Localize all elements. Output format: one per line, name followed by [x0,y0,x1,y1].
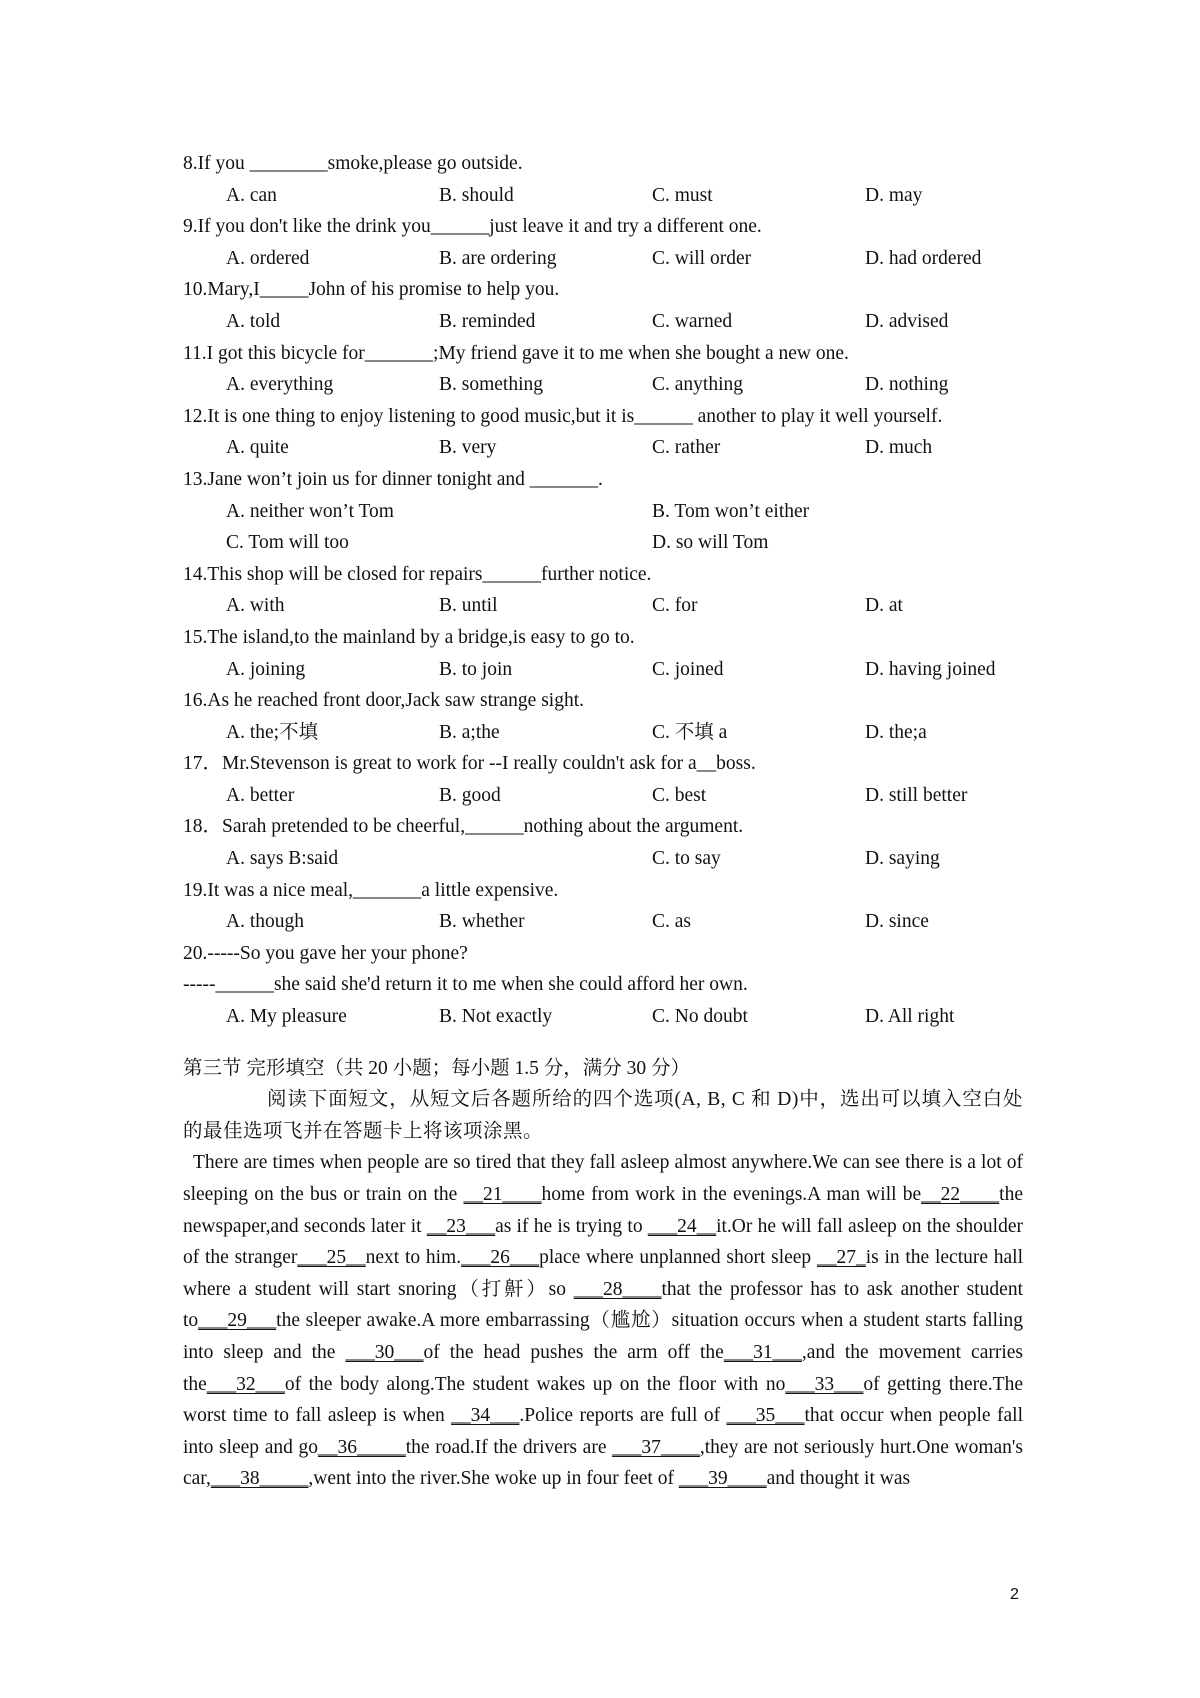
cloze-blank: __21____ [463,1184,542,1205]
question-stem: 9.If you don't like the drink you______just leave it and try a different one. [183,216,762,238]
option: D. advised [865,310,949,332]
cloze-blank: __36_____ [318,1436,406,1458]
question-stem: 16.As he reached front door,Jack saw strange sight. [183,690,585,712]
passage-text: is in the lecture hall where a student will start snoring（打鼾）so [183,1247,1023,1300]
option: D. had ordered [865,247,982,269]
section-instruction: 阅读下面短文，从短文后各题所给的四个选项(A, B, C 和 D)中，选出可以填入空白处的最佳选项飞并在答题卡上将该项涂黑。 [183,1089,1023,1142]
option: C. to say [652,848,721,870]
option-row [183,243,1023,275]
option: D. so will Tom [652,532,769,554]
cloze-blank: ___30___ [345,1341,424,1363]
option-row [183,1001,1023,1033]
option: C. 不填 a [652,721,728,743]
option: D. much [865,437,933,459]
option-row [183,906,1023,938]
question-stem-reply: -----______she said she'd return it to me when she could afford her own. [183,974,748,996]
option: B. good [439,784,501,806]
option: C. for [652,595,698,617]
option-row [183,780,1023,812]
option: A. the;不填 [226,721,319,743]
option: D. All right [865,1006,955,1028]
passage-text: of the head pushes the arm off the [423,1341,724,1363]
question-stem: 12.It is one thing to enjoy listening to good music,but it is______ another to play it well yourself. [183,405,943,427]
cloze-blank: ___29___ [198,1310,277,1332]
passage-text: the newspaper,and seconds later it [183,1184,1023,1237]
cloze-blank: ___39____ [678,1468,767,1490]
question-stem: 20.-----So you gave her your phone? [183,942,468,964]
option: D. nothing [865,374,949,396]
option-row [183,369,1023,401]
option-row [183,843,1023,875]
cloze-blank: __22____ [921,1184,1000,1205]
section-title: 第三节 完形填空（共 20 小题；每小题 1.5 分，满分 30 分） [183,1057,691,1079]
passage-text: place where unplanned short sleep [539,1247,817,1269]
option-row [183,180,1023,212]
page-number: 2 [1010,1586,1019,1603]
option-row [183,496,1023,528]
cloze-blank: ___32___ [206,1373,285,1395]
option: A. neither won’t Tom [226,500,394,522]
option: B. reminded [439,310,536,332]
option: D. still better [865,784,968,806]
passage-text: There are times when people are so tired that they fall asleep almost anywhere.We can see there is a lot of sleeping on the bus or train on the [183,1152,1023,1205]
cloze-blank: ___38_____ [210,1468,309,1490]
passage-text: the sleeper awake.A more embarrassing（尴尬）situation occurs when a student starts falling into sleep and the [183,1310,1023,1363]
option: A. though [226,911,304,933]
option: C. must [652,184,713,206]
cloze-blank: __23___ [426,1215,496,1237]
passage-text: that the professor has to ask another student to [183,1278,1023,1332]
option: B. until [439,595,498,617]
option: A. says B:said [226,848,339,870]
option: C. Tom will too [226,532,349,554]
cloze-blank: ___25__ [297,1247,366,1269]
option: D. saying [865,848,940,870]
option: C. will order [652,247,752,269]
option: A. can [226,184,277,206]
option: D. since [865,911,929,933]
cloze-blank: ___35___ [726,1405,805,1427]
section-gap [183,1033,1023,1053]
option: A. quite [226,437,289,459]
option: D. at [865,595,903,617]
option: D. may [865,184,923,206]
cloze-blank: ___37____ [612,1436,700,1458]
cloze-blank: ___26___ [461,1247,540,1269]
option-row [183,590,1023,622]
passage-text: ,went into the river.She woke up in four feet of [308,1468,679,1490]
passage-text: as if he is trying to [495,1215,648,1237]
cloze-blank: ___33___ [785,1373,864,1395]
passage-text: and thought it was [766,1468,911,1490]
question-stem: 11.I got this bicycle for_______;My friend gave it to me when she bought a new one. [183,342,849,364]
option: D. the;a [865,721,927,743]
question-stem: 13.Jane won’t join us for dinner tonight and _______. [183,468,603,490]
cloze-blank: ___24__ [647,1215,717,1237]
option: A. My pleasure [226,1006,347,1028]
option: B. something [439,374,544,396]
exam-content [183,148,1023,1495]
option: B. are ordering [439,247,557,269]
option: B. very [439,437,497,459]
cloze-blank: ___31___ [723,1341,802,1363]
option: B. a;the [439,721,500,743]
option: B. to join [439,658,513,680]
question-stem: 14.This shop will be closed for repairs______further notice. [183,563,652,585]
option: A. better [226,784,295,806]
option: C. as [652,911,691,933]
option-row [183,306,1023,338]
option: C. rather [652,437,721,459]
option-row [183,654,1023,686]
passage-text: that occur when people fall into sleep and go [183,1405,1023,1458]
passage-text: the road.If the drivers are [405,1436,613,1458]
passage-text: ,and the movement carries the [183,1341,1024,1395]
option-row [183,527,1023,559]
passage-text: .Police reports are full of [519,1405,727,1427]
question-stem: 15.The island,to the mainland by a bridge,is easy to go to. [183,626,635,648]
passage-text: ,they are not seriously hurt.One woman's car, [183,1436,1024,1490]
option: A. joining [226,658,306,680]
option: B. whether [439,911,525,933]
option: A. everything [226,374,334,396]
option: D. having joined [865,658,996,680]
option: C. joined [652,658,724,680]
option: C. warned [652,310,733,332]
option: C. No doubt [652,1006,748,1028]
option: A. told [226,310,281,332]
option: B. should [439,184,514,206]
option: B. Not exactly [439,1006,553,1028]
question-stem: 8.If you ________smoke,please go outside. [183,153,523,174]
option-row [183,432,1023,464]
passage-text: of getting there.The worst time to fall asleep is when [183,1373,1023,1427]
question-stem: 10.Mary,I_____John of his promise to help you. [183,279,560,301]
passage-text: next to him. [365,1247,462,1269]
option: B. Tom won’t either [652,500,810,522]
cloze-passage [183,1147,1023,1495]
cloze-blank: __34___ [451,1405,520,1427]
option: A. with [226,595,285,617]
option: A. ordered [226,247,310,269]
passage-text: home from work in the evenings.A man will be [541,1184,922,1205]
question-stem: 17．Mr.Stevenson is great to work for --I really couldn't ask for a__boss. [183,753,756,775]
question-stem: 18．Sarah pretended to be cheerful,______nothing about the argument. [183,816,744,838]
cloze-blank: ___28____ [573,1278,662,1300]
cloze-blank: __27_ [816,1247,866,1269]
option: C. anything [652,374,743,396]
option-row [183,717,1023,749]
option: C. best [652,784,707,806]
passage-text: it.Or he will fall asleep on the shoulder of the stranger [183,1215,1023,1269]
passage-text: of the body along.The student wakes up on the floor with no [284,1373,786,1395]
question-stem: 19.It was a nice meal,_______a little expensive. [183,879,559,901]
